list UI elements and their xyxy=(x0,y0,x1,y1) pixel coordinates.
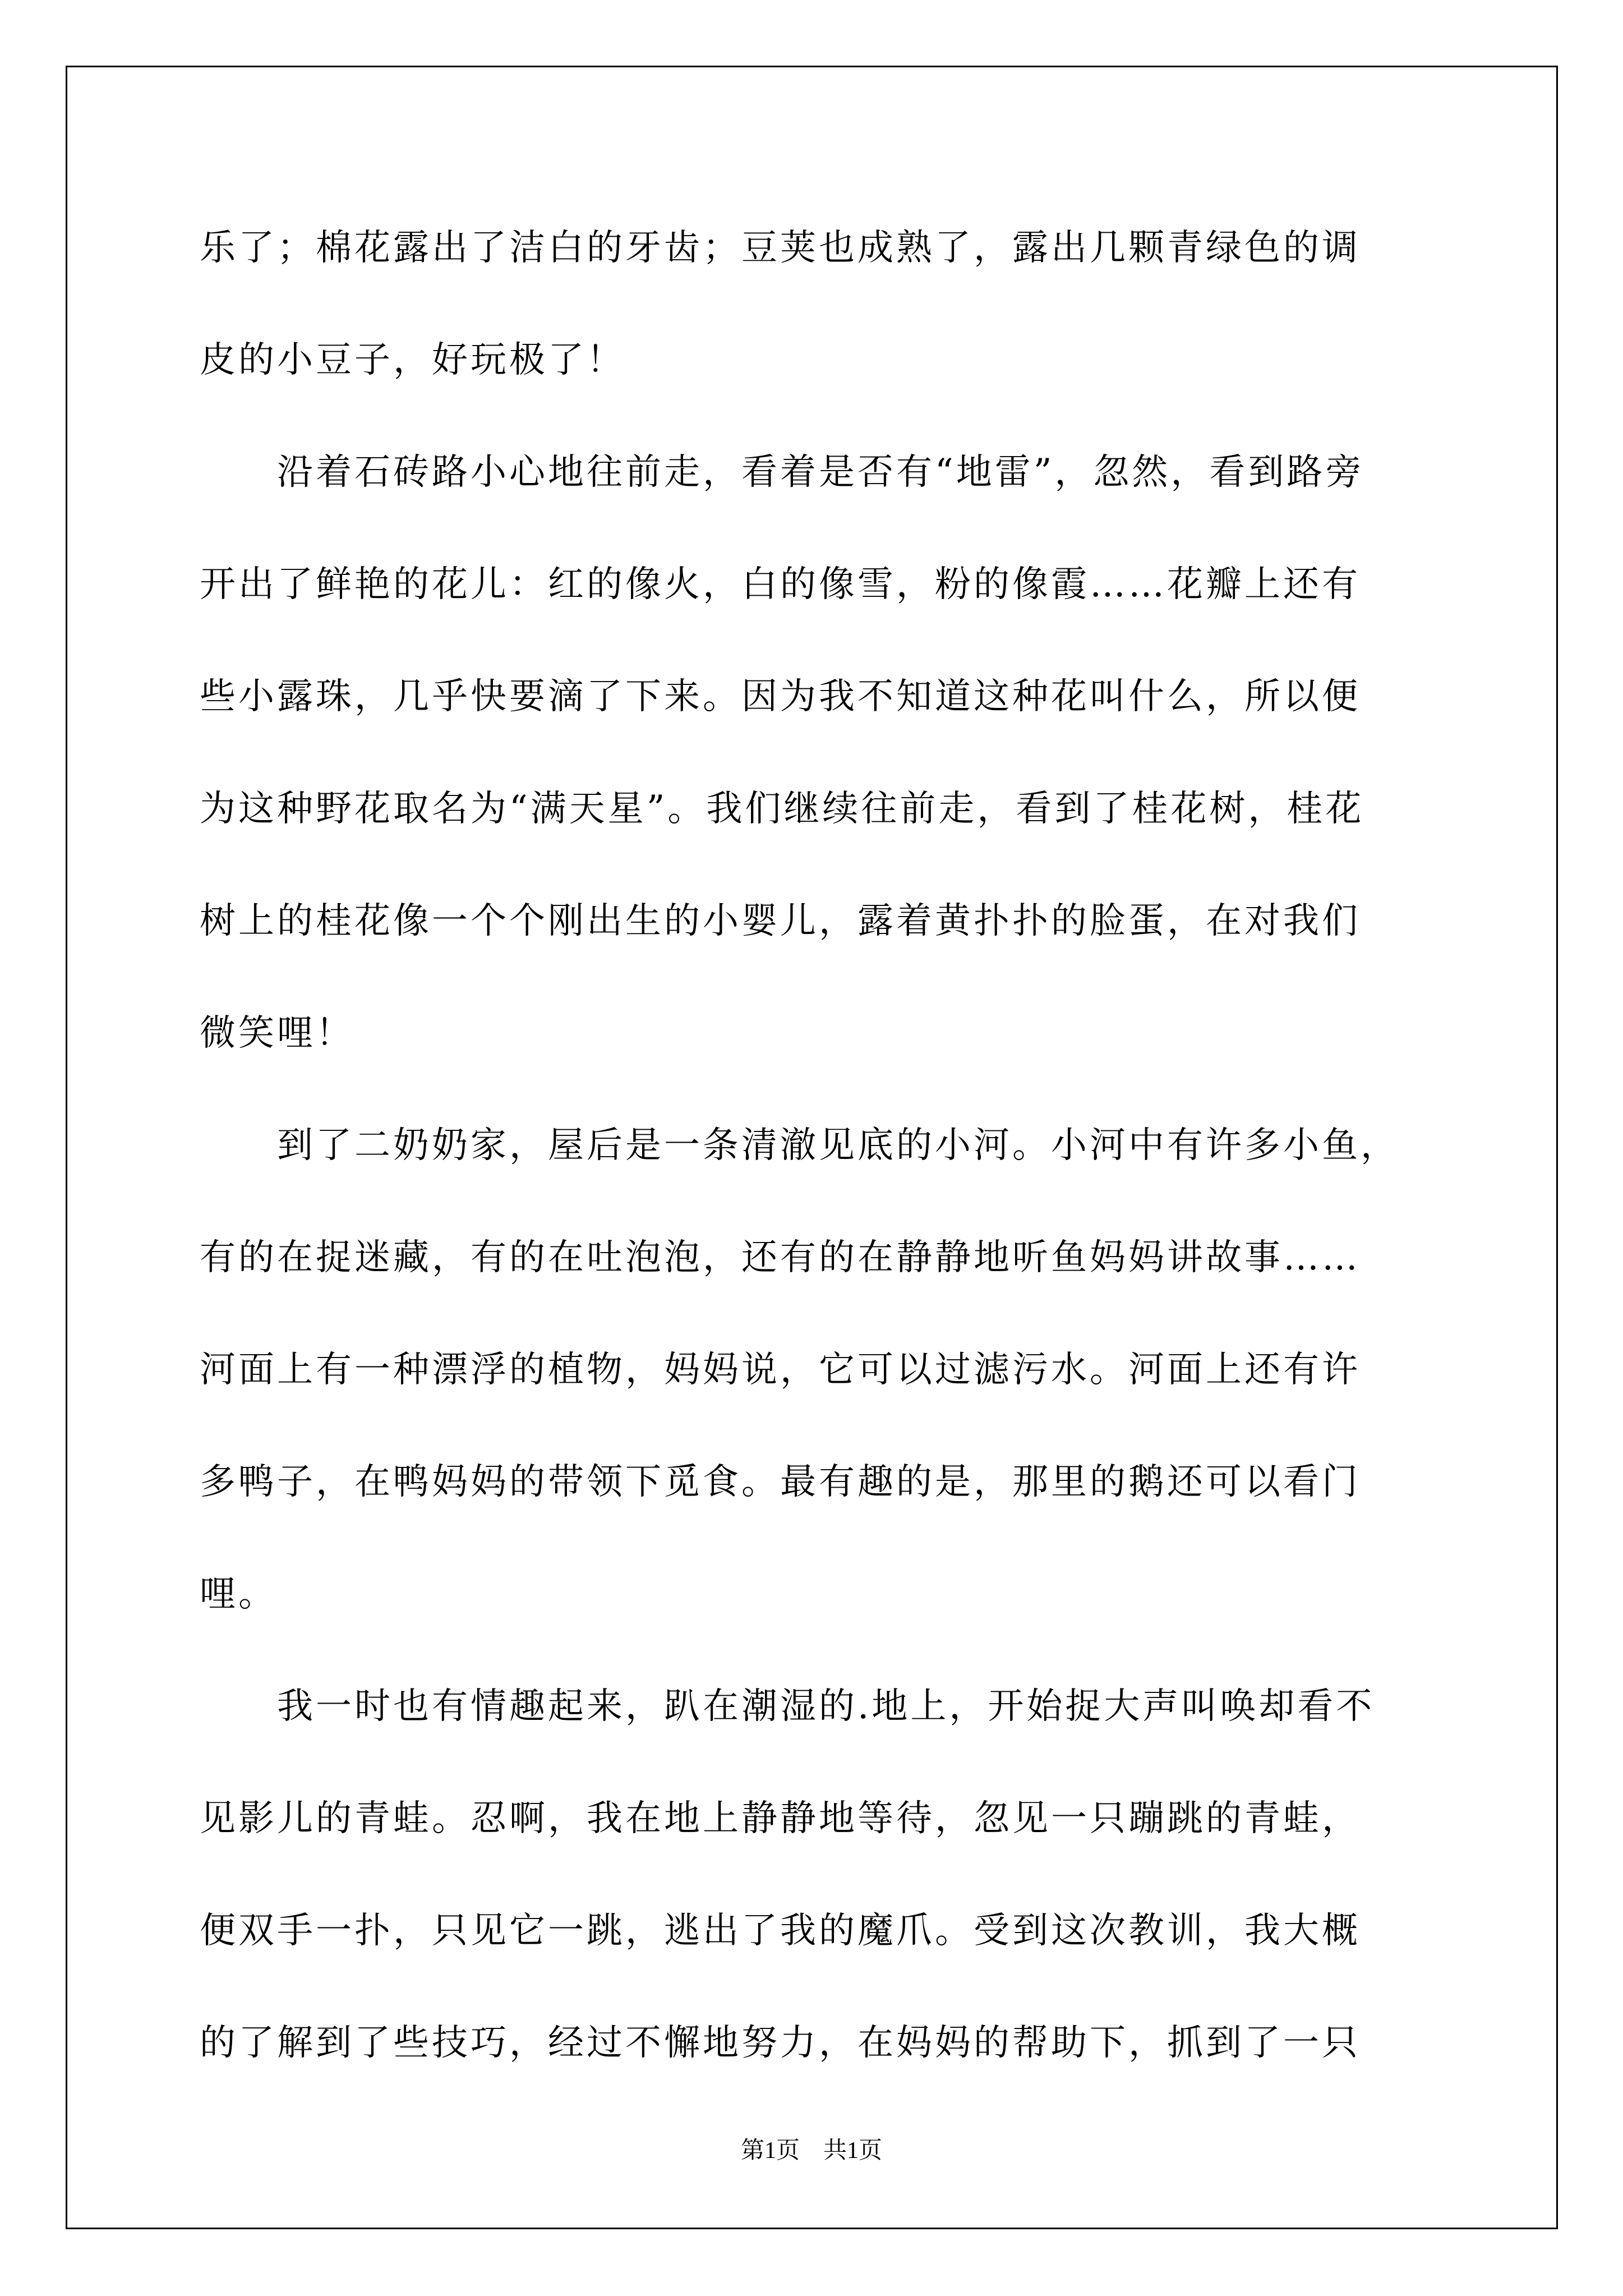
text-line: 的了解到了些技巧，经过不懈地努力，在妈妈的帮助下，抓到了一只 xyxy=(200,2022,1361,2064)
text-line: 我一时也有情趣起来，趴在潮湿的.地上，开始捉大声叫唤却看不 xyxy=(200,1686,1375,1727)
text-line: 哩。 xyxy=(200,1573,277,1615)
text-line: 到了二奶奶家，屋后是一条清澈见底的小河。小河中有许多小鱼， xyxy=(200,1125,1399,1166)
text-line: 开出了鲜艳的花儿：红的像火，白的像雪，粉的像霞……花瓣上还有 xyxy=(200,564,1361,605)
text-line: 沿着石砖路小心地往前走，看着是否有“地雷”，忽然，看到路旁 xyxy=(200,452,1364,493)
text-line: 河面上有一种漂浮的植物，妈妈说，它可以过滤污水。河面上还有许 xyxy=(200,1349,1361,1391)
text-line: 为这种野花取名为“满天星”。我们继续往前走，看到了桂花树，桂花 xyxy=(200,788,1364,830)
text-line: 微笑哩！ xyxy=(200,1013,354,1054)
text-line: 乐了；棉花露出了洁白的牙齿；豆荚也成熟了，露出几颗青绿色的调 xyxy=(200,227,1361,269)
page-footer: 第1页 共1页 xyxy=(740,2138,882,2164)
text-line: 皮的小豆子，好玩极了！ xyxy=(200,339,625,381)
text-line: 有的在捉迷藏，有的在吐泡泡，还有的在静静地听鱼妈妈讲故事…… xyxy=(200,1237,1361,1278)
text-line: 些小露珠，几乎快要滴了下来。因为我不知道这种花叫什么，所以便 xyxy=(200,676,1361,717)
document-body xyxy=(200,214,1433,2122)
text-line: 见影儿的青蛙。忍啊，我在地上静静地等待，忽见一只蹦跳的青蛙， xyxy=(200,1798,1361,1839)
text-line: 便双手一扑，只见它一跳，逃出了我的魔爪。受到这次教训，我大概 xyxy=(200,1910,1361,1952)
text-line: 多鸭子，在鸭妈妈的带领下觅食。最有趣的是，那里的鹅还可以看门 xyxy=(200,1461,1361,1503)
text-line: 树上的桂花像一个个刚出生的小婴儿，露着黄扑扑的脸蛋，在对我们 xyxy=(200,900,1361,942)
